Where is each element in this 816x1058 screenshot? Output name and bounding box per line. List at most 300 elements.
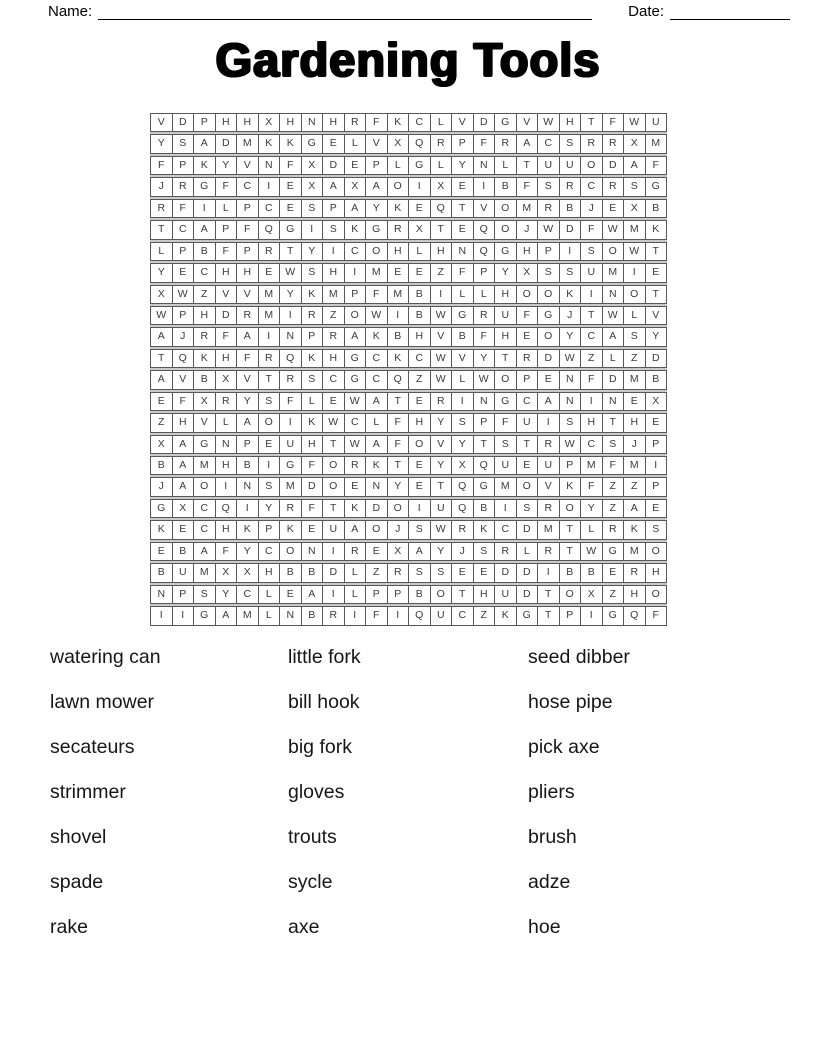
grid-cell-letter: L [259, 606, 281, 625]
grid-cell-letter: Y [216, 585, 238, 604]
grid-cell-letter: Z [474, 606, 496, 625]
grid-cell-letter: S [624, 327, 646, 346]
grid-cell-letter: B [474, 499, 496, 518]
grid-cell-letter: F [216, 177, 238, 196]
grid-cell-letter: F [302, 456, 324, 475]
grid-cell-letter: M [581, 456, 603, 475]
grid-cell-letter: H [323, 349, 345, 368]
grid-cell-letter: N [603, 392, 625, 411]
grid-cell-letter: J [560, 306, 582, 325]
grid-cell-letter: K [560, 477, 582, 496]
grid-cell-letter: S [538, 177, 560, 196]
grid-cell-letter: V [237, 285, 259, 304]
grid-cell-letter: Y [366, 199, 388, 218]
grid-cell-letter: U [431, 606, 453, 625]
grid-cell-letter: F [517, 306, 539, 325]
grid-cell-letter: O [194, 477, 216, 496]
grid-cell-letter: R [538, 435, 560, 454]
grid-cell-letter: F [366, 606, 388, 625]
grid-cell-letter: S [452, 413, 474, 432]
grid-cell-letter: E [646, 263, 668, 282]
grid-cell-letter: P [237, 199, 259, 218]
grid-cell-letter: I [345, 263, 367, 282]
grid-cell-letter: A [345, 520, 367, 539]
grid-cell-letter: N [280, 606, 302, 625]
grid-cell-letter: B [452, 327, 474, 346]
grid-cell-letter: H [431, 242, 453, 261]
grid-cell-letter: V [452, 113, 474, 132]
grid-cell-letter: W [581, 542, 603, 561]
grid-cell-letter: E [452, 220, 474, 239]
grid-cell-letter: J [624, 435, 646, 454]
grid-cell-letter: R [194, 327, 216, 346]
grid-cell-letter: R [302, 306, 324, 325]
grid-cell-letter: P [646, 435, 668, 454]
grid-cell-letter: A [173, 477, 195, 496]
grid-cell-letter: N [280, 327, 302, 346]
grid-cell-letter: K [237, 520, 259, 539]
grid-cell-letter: S [581, 242, 603, 261]
grid-cell-letter: U [173, 563, 195, 582]
grid-cell-letter: P [173, 306, 195, 325]
grid-cell-letter: Z [603, 477, 625, 496]
grid-cell-letter: J [388, 520, 410, 539]
grid-row [150, 477, 667, 496]
grid-cell-letter: O [603, 242, 625, 261]
grid-row [150, 285, 667, 304]
grid-cell-letter: Y [280, 285, 302, 304]
grid-cell-letter: B [173, 542, 195, 561]
word-item: lawn mower [50, 691, 155, 713]
grid-cell-letter: O [646, 542, 668, 561]
grid-cell-letter: H [237, 263, 259, 282]
grid-cell-letter: T [646, 242, 668, 261]
grid-cell-letter: I [280, 413, 302, 432]
grid-cell-letter: I [409, 177, 431, 196]
grid-cell-letter: V [237, 370, 259, 389]
grid-cell-letter: R [603, 134, 625, 153]
grid-cell-letter: B [581, 563, 603, 582]
grid-cell-letter: B [388, 327, 410, 346]
grid-cell-letter: F [216, 542, 238, 561]
grid-cell-letter: F [581, 370, 603, 389]
grid-cell-letter: B [302, 563, 324, 582]
grid-cell-letter: Q [431, 199, 453, 218]
grid-cell-letter: R [323, 606, 345, 625]
grid-cell-letter: W [624, 113, 646, 132]
grid-cell-letter: T [517, 156, 539, 175]
grid-cell-letter: K [624, 520, 646, 539]
grid-cell-letter: S [431, 563, 453, 582]
grid-cell-letter: R [538, 542, 560, 561]
grid-cell-letter: R [495, 134, 517, 153]
grid-cell-letter: T [581, 306, 603, 325]
grid-cell-letter: A [366, 177, 388, 196]
grid-cell-letter: V [216, 285, 238, 304]
grid-cell-letter: B [150, 456, 173, 475]
grid-cell-letter: Q [474, 456, 496, 475]
grid-cell-letter: D [495, 563, 517, 582]
grid-cell-letter: O [495, 220, 517, 239]
grid-cell-letter: C [194, 499, 216, 518]
grid-cell-letter: I [388, 306, 410, 325]
grid-cell-letter: K [366, 456, 388, 475]
grid-cell-letter: D [216, 134, 238, 153]
grid-cell-letter: G [603, 542, 625, 561]
grid-cell-letter: X [345, 177, 367, 196]
grid-cell-letter: T [431, 220, 453, 239]
grid-cell-letter: W [560, 435, 582, 454]
grid-cell-letter: U [495, 585, 517, 604]
grid-cell-letter: L [366, 413, 388, 432]
grid-cell-letter: E [624, 392, 646, 411]
grid-cell-letter: M [237, 134, 259, 153]
grid-row [150, 113, 667, 132]
grid-cell-letter: H [323, 113, 345, 132]
grid-cell-letter: O [581, 156, 603, 175]
grid-cell-letter: E [409, 263, 431, 282]
grid-cell-letter: F [237, 220, 259, 239]
grid-cell-letter: X [150, 285, 173, 304]
grid-cell-letter: P [237, 242, 259, 261]
grid-cell-letter: O [280, 542, 302, 561]
grid-cell-letter: X [173, 499, 195, 518]
grid-cell-letter: M [495, 477, 517, 496]
grid-cell-letter: V [646, 306, 668, 325]
grid-cell-letter: R [345, 542, 367, 561]
word-item: shovel [50, 826, 107, 848]
grid-cell-letter: Y [302, 242, 324, 261]
grid-cell-letter: E [345, 156, 367, 175]
grid-cell-letter: O [388, 177, 410, 196]
grid-cell-letter: X [259, 113, 281, 132]
grid-cell-letter: M [366, 263, 388, 282]
grid-cell-letter: Y [431, 413, 453, 432]
grid-row [150, 563, 667, 582]
grid-cell-letter: F [216, 327, 238, 346]
grid-cell-letter: R [517, 349, 539, 368]
grid-cell-letter: A [194, 134, 216, 153]
grid-cell-letter: F [216, 242, 238, 261]
grid-cell-letter: R [388, 563, 410, 582]
grid-cell-letter: U [560, 156, 582, 175]
grid-cell-letter: W [366, 306, 388, 325]
grid-cell-letter: N [560, 392, 582, 411]
grid-cell-letter: O [624, 285, 646, 304]
grid-cell-letter: X [150, 435, 173, 454]
grid-cell-letter: S [560, 413, 582, 432]
grid-cell-letter: N [259, 156, 281, 175]
grid-cell-letter: L [474, 285, 496, 304]
word-search-grid [150, 113, 667, 626]
grid-cell-letter: E [150, 542, 173, 561]
grid-cell-letter: O [560, 499, 582, 518]
word-item: spade [50, 871, 104, 893]
grid-cell-letter: G [150, 499, 173, 518]
grid-cell-letter: A [237, 327, 259, 346]
grid-cell-letter: N [366, 477, 388, 496]
grid-cell-letter: F [495, 413, 517, 432]
grid-cell-letter: T [280, 242, 302, 261]
grid-cell-letter: L [452, 370, 474, 389]
grid-cell-letter: M [194, 563, 216, 582]
grid-cell-letter: E [280, 199, 302, 218]
grid-cell-letter: G [603, 606, 625, 625]
grid-cell-letter: R [452, 520, 474, 539]
grid-cell-letter: N [150, 585, 173, 604]
grid-cell-letter: N [216, 435, 238, 454]
grid-cell-letter: F [646, 606, 668, 625]
grid-cell-letter: H [560, 113, 582, 132]
grid-cell-letter: Y [237, 542, 259, 561]
grid-cell-letter: X [624, 199, 646, 218]
grid-cell-letter: M [624, 456, 646, 475]
grid-cell-letter: I [216, 477, 238, 496]
grid-cell-letter: Q [409, 606, 431, 625]
grid-cell-letter: T [560, 542, 582, 561]
grid-cell-letter: R [474, 306, 496, 325]
grid-cell-letter: O [538, 285, 560, 304]
grid-cell-letter: E [603, 563, 625, 582]
grid-cell-letter: A [366, 435, 388, 454]
grid-row [150, 263, 667, 282]
grid-cell-letter: T [581, 113, 603, 132]
grid-cell-letter: A [302, 585, 324, 604]
grid-cell-letter: X [409, 220, 431, 239]
grid-cell-letter: V [431, 435, 453, 454]
grid-cell-letter: S [603, 435, 625, 454]
grid-cell-letter: R [431, 392, 453, 411]
grid-cell-letter: R [345, 113, 367, 132]
grid-cell-letter: P [560, 606, 582, 625]
grid-cell-letter: I [581, 392, 603, 411]
grid-cell-letter: W [431, 306, 453, 325]
grid-cell-letter: H [495, 327, 517, 346]
grid-cell-letter: P [538, 242, 560, 261]
grid-cell-letter: K [560, 285, 582, 304]
word-item: sycle [288, 871, 333, 893]
grid-cell-letter: I [259, 177, 281, 196]
grid-cell-letter: E [409, 199, 431, 218]
word-item: pliers [528, 781, 575, 803]
grid-cell-letter: G [366, 220, 388, 239]
grid-cell-letter: M [259, 306, 281, 325]
grid-cell-letter: B [409, 285, 431, 304]
grid-cell-letter: D [603, 156, 625, 175]
grid-cell-letter: P [237, 435, 259, 454]
grid-cell-letter: O [388, 499, 410, 518]
grid-cell-letter: Y [388, 477, 410, 496]
grid-cell-letter: Z [409, 370, 431, 389]
grid-cell-letter: G [474, 477, 496, 496]
grid-cell-letter: H [646, 563, 668, 582]
grid-cell-letter: R [603, 520, 625, 539]
grid-cell-letter: R [624, 563, 646, 582]
grid-row [150, 327, 667, 346]
grid-cell-letter: M [388, 285, 410, 304]
page-title: Gardening Tools [215, 33, 601, 86]
grid-cell-letter: T [431, 477, 453, 496]
grid-cell-letter: H [409, 327, 431, 346]
grid-cell-letter: E [323, 392, 345, 411]
grid-cell-letter: E [517, 327, 539, 346]
grid-cell-letter: F [581, 220, 603, 239]
word-item: strimmer [50, 781, 126, 803]
grid-cell-letter: P [259, 520, 281, 539]
grid-cell-letter: X [517, 263, 539, 282]
grid-cell-letter: H [216, 520, 238, 539]
grid-cell-letter: N [560, 370, 582, 389]
word-item: pick axe [528, 736, 600, 758]
grid-cell-letter: R [323, 327, 345, 346]
grid-cell-letter: A [345, 199, 367, 218]
grid-cell-letter: C [237, 177, 259, 196]
grid-cell-letter: X [581, 585, 603, 604]
grid-cell-letter: I [323, 585, 345, 604]
word-item: brush [528, 826, 577, 848]
grid-cell-letter: L [216, 413, 238, 432]
grid-cell-letter: Q [474, 242, 496, 261]
grid-cell-letter: I [560, 242, 582, 261]
grid-cell-letter: I [150, 606, 173, 625]
grid-cell-letter: A [517, 134, 539, 153]
grid-cell-letter: K [194, 156, 216, 175]
grid-cell-letter: P [323, 199, 345, 218]
date-label: Date: [628, 3, 664, 20]
grid-cell-letter: C [452, 606, 474, 625]
grid-row [150, 499, 667, 518]
grid-cell-letter: O [495, 370, 517, 389]
grid-cell-letter: E [345, 477, 367, 496]
grid-cell-letter: L [409, 242, 431, 261]
grid-cell-letter: X [237, 563, 259, 582]
grid-cell-letter: B [646, 199, 668, 218]
grid-cell-letter: K [495, 606, 517, 625]
grid-cell-letter: E [323, 134, 345, 153]
grid-cell-letter: Q [409, 134, 431, 153]
grid-cell-letter: R [345, 456, 367, 475]
grid-row [150, 177, 667, 196]
grid-cell-letter: W [431, 520, 453, 539]
grid-cell-letter: H [194, 306, 216, 325]
word-item: gloves [288, 781, 345, 803]
grid-cell-letter: R [259, 242, 281, 261]
grid-cell-letter: O [431, 585, 453, 604]
grid-cell-letter: W [624, 242, 646, 261]
grid-cell-letter: L [388, 156, 410, 175]
grid-cell-letter: K [302, 285, 324, 304]
grid-cell-letter: F [474, 134, 496, 153]
grid-cell-letter: L [517, 542, 539, 561]
grid-cell-letter: D [323, 563, 345, 582]
grid-cell-letter: S [302, 199, 324, 218]
grid-cell-letter: G [495, 392, 517, 411]
grid-cell-letter: H [216, 456, 238, 475]
grid-cell-letter: C [495, 520, 517, 539]
grid-cell-letter: Q [624, 606, 646, 625]
grid-cell-letter: B [237, 456, 259, 475]
grid-cell-letter: G [452, 306, 474, 325]
grid-cell-letter: P [302, 327, 324, 346]
grid-cell-letter: Y [216, 156, 238, 175]
grid-cell-letter: E [646, 413, 668, 432]
grid-cell-letter: O [345, 306, 367, 325]
grid-cell-letter: A [624, 156, 646, 175]
grid-cell-letter: Q [388, 370, 410, 389]
grid-cell-letter: K [302, 349, 324, 368]
grid-cell-letter: Q [452, 477, 474, 496]
grid-cell-letter: I [409, 499, 431, 518]
grid-cell-letter: Z [603, 585, 625, 604]
grid-cell-letter: S [474, 542, 496, 561]
grid-cell-letter: N [474, 392, 496, 411]
grid-row [150, 435, 667, 454]
grid-cell-letter: M [323, 285, 345, 304]
grid-cell-letter: A [366, 392, 388, 411]
grid-cell-letter: K [280, 134, 302, 153]
grid-cell-letter: H [624, 585, 646, 604]
grid-cell-letter: F [280, 392, 302, 411]
grid-cell-letter: E [259, 435, 281, 454]
grid-cell-letter: C [323, 370, 345, 389]
grid-cell-letter: B [560, 563, 582, 582]
grid-cell-letter: E [409, 477, 431, 496]
grid-cell-letter: I [624, 263, 646, 282]
name-label: Name: [48, 3, 93, 20]
grid-cell-letter: Z [431, 263, 453, 282]
grid-cell-letter: L [581, 520, 603, 539]
grid-cell-letter: I [237, 499, 259, 518]
grid-cell-letter: R [173, 177, 195, 196]
grid-cell-letter: U [280, 435, 302, 454]
grid-cell-letter: J [150, 177, 173, 196]
grid-cell-letter: I [581, 606, 603, 625]
grid-cell-letter: T [150, 349, 173, 368]
grid-cell-letter: E [173, 263, 195, 282]
grid-cell-letter: U [538, 156, 560, 175]
word-item: adze [528, 871, 571, 893]
grid-cell-letter: E [409, 456, 431, 475]
grid-cell-letter: H [302, 435, 324, 454]
grid-cell-letter: T [452, 199, 474, 218]
grid-cell-letter: W [345, 392, 367, 411]
grid-cell-letter: N [452, 242, 474, 261]
grid-cell-letter: E [538, 370, 560, 389]
word-item: axe [288, 916, 320, 938]
grid-cell-letter: P [646, 477, 668, 496]
grid-cell-letter: F [150, 156, 173, 175]
grid-cell-letter: Z [150, 413, 173, 432]
grid-cell-letter: B [194, 370, 216, 389]
grid-cell-letter: F [474, 327, 496, 346]
grid-cell-letter: C [538, 134, 560, 153]
grid-cell-letter: F [237, 349, 259, 368]
grid-cell-letter: Y [560, 327, 582, 346]
grid-cell-letter: O [323, 456, 345, 475]
grid-cell-letter: Q [259, 220, 281, 239]
grid-cell-letter: V [431, 327, 453, 346]
grid-cell-letter: X [452, 456, 474, 475]
grid-cell-letter: O [259, 413, 281, 432]
grid-cell-letter: O [538, 327, 560, 346]
grid-cell-letter: X [388, 134, 410, 153]
grid-row [150, 306, 667, 325]
grid-cell-letter: A [603, 327, 625, 346]
grid-cell-letter: I [302, 220, 324, 239]
grid-cell-letter: F [173, 392, 195, 411]
grid-cell-letter: R [560, 177, 582, 196]
word-item: trouts [288, 826, 337, 848]
